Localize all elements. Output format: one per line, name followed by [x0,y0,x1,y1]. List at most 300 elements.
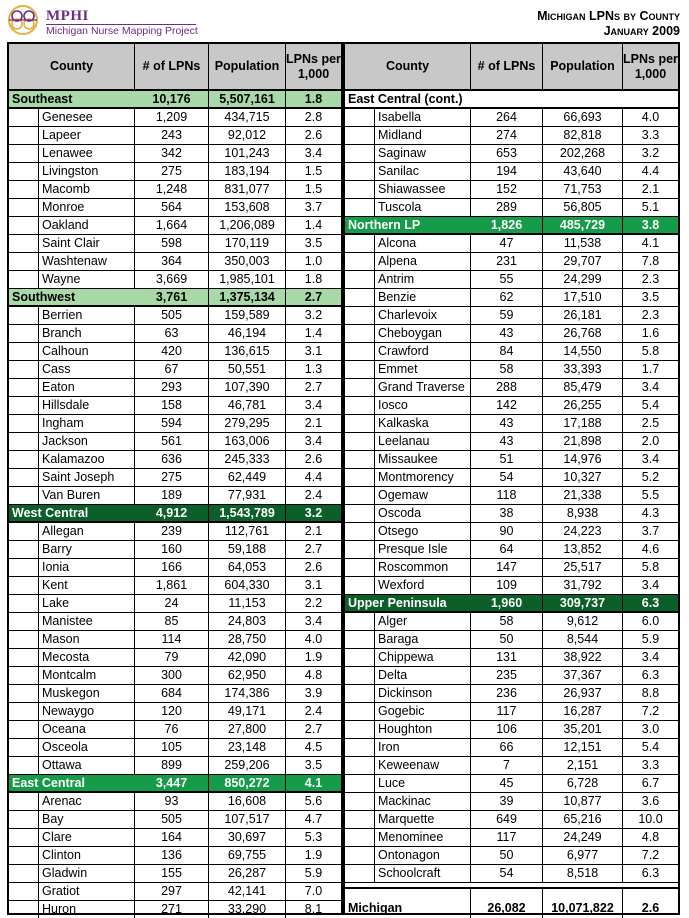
indent-spacer [345,235,375,252]
region-name: West Central [12,506,89,520]
indent-spacer [9,721,39,738]
county-row [9,901,341,918]
county-row [9,433,341,451]
population-value: 112,761 [209,523,286,540]
population-value: 62,449 [209,469,286,486]
lpn-count: 66 [471,739,543,756]
population-value: 26,181 [543,307,623,324]
population-value: 42,090 [209,649,286,666]
lpns-per-1000: 3.3 [641,758,660,772]
county-name: Montmorency [375,469,471,486]
table-header-row [9,44,341,91]
indent-spacer [345,469,375,486]
lpn-count: 3,669 [135,271,209,288]
county-row [345,235,678,253]
population-value: 23,148 [209,739,286,756]
indent-spacer [9,595,39,612]
indent-spacer [9,235,39,252]
population-value: 85,479 [543,379,623,396]
lpn-count: 118 [471,487,543,504]
county-row [345,379,678,397]
county-name: Ingham [39,415,135,432]
indent-spacer [345,289,375,306]
lpns-per-1000: 2.7 [304,380,323,394]
lpns-per-1000: 2.5 [641,416,660,430]
population-value: 259,206 [209,757,286,774]
lpn-count: 274 [471,127,543,144]
indent-spacer [9,217,39,234]
lpn-count: 160 [135,541,209,558]
lpn-count: 117 [471,829,543,846]
lpns-per-1000: 1.7 [641,362,660,376]
county-name: Genesee [39,109,135,126]
indent-spacer [9,883,39,900]
lpns-per-1000: 1.4 [304,326,323,340]
population-value: 24,249 [543,829,623,846]
county-row [9,307,341,325]
indent-spacer [345,145,375,162]
population-value: 25,517 [543,559,623,576]
county-row [345,307,678,325]
population-value: 12,151 [543,739,623,756]
indent-spacer [345,253,375,270]
population-value: 50,551 [209,361,286,378]
county-name: Alpena [375,253,471,270]
lpns-per-1000: 2.2 [304,596,323,610]
lpn-count: 147 [471,559,543,576]
lpn-count: 275 [135,163,209,180]
lpns-per-1000: 4.6 [641,542,660,556]
region-row [9,775,341,793]
county-name: Mason [39,631,135,648]
county-row [9,685,341,703]
county-row [9,109,341,127]
county-name: Monroe [39,199,135,216]
county-row [9,199,341,217]
region-row [9,505,341,523]
county-row [345,199,678,217]
county-name: Washtenaw [39,253,135,270]
lpn-count: 297 [135,883,209,900]
county-row [345,775,678,793]
county-name: Kent [39,577,135,594]
region-row [345,91,678,109]
population-value: 604,330 [209,577,286,594]
county-row [345,667,678,685]
lpns-per-1000: 6.3 [641,866,660,880]
county-name: Alcona [375,235,471,252]
population-value: 35,201 [543,721,623,738]
population-value: 21,338 [543,487,623,504]
lpns-per-1000: 3.1 [304,578,323,592]
indent-spacer [345,793,375,810]
lpn-count: 58 [471,361,543,378]
lpn-count: 43 [471,325,543,342]
county-row [9,721,341,739]
population-value: 10,877 [543,793,623,810]
lpns-per-1000: 5.4 [641,740,660,754]
indent-spacer [345,703,375,720]
population-value: 11,153 [209,595,286,612]
county-name: Huron [39,901,135,918]
lpns-per-1000: 3.4 [641,578,660,592]
lpns-per-1000: 2.1 [304,416,323,430]
county-name: Ionia [39,559,135,576]
county-name: Manistee [39,613,135,630]
county-row [9,469,341,487]
lpn-count: 131 [471,649,543,666]
lpn-count: 166 [135,559,209,576]
county-name: Lenawee [39,145,135,162]
lpns-per-1000: 3.4 [304,146,323,160]
population-value: 77,931 [209,487,286,504]
indent-spacer [345,415,375,432]
population-value: 24,299 [543,271,623,288]
lpns-per-1000: 10.0 [638,812,663,826]
lpns-per-1000: 6.3 [641,668,660,682]
population-value: 17,188 [543,415,623,432]
state-name: Michigan [345,889,471,918]
indent-spacer [345,487,375,504]
indent-spacer [345,865,375,882]
county-row [9,235,341,253]
population-value: 9,612 [543,613,623,630]
county-row [345,109,678,127]
indent-spacer [9,613,39,630]
lpn-count: 79 [135,649,209,666]
county-row [345,343,678,361]
indent-spacer [9,433,39,450]
indent-spacer [345,127,375,144]
lpns-per-1000: 5.9 [641,632,660,646]
county-row [9,793,341,811]
county-name: Midland [375,127,471,144]
lpn-count: 899 [135,757,209,774]
lpns-per-1000: 3.2 [641,146,660,160]
population-value: 24,803 [209,613,286,630]
lpns-per-1000: 5.6 [304,794,323,808]
population-value: 26,287 [209,865,286,882]
county-row [9,181,341,199]
state-lpn-count: 26,082 [471,889,543,918]
county-name: Iron [375,739,471,756]
lpn-count: 4,912 [135,505,209,522]
lpns-per-1000: 2.7 [304,722,323,736]
population-value: 183,194 [209,163,286,180]
county-name: Allegan [39,523,135,540]
county-name: Kalamazoo [39,451,135,468]
population-value: 16,608 [209,793,286,810]
population-value: 13,852 [543,541,623,558]
county-name: Arenac [39,793,135,810]
lpns-per-1000: 5.8 [641,344,660,358]
county-name: Alger [375,613,471,630]
lpns-per-1000: 5.9 [304,866,323,880]
indent-spacer [345,397,375,414]
county-name: Saginaw [375,145,471,162]
lpns-per-1000: 1.8 [304,272,323,286]
region-row [345,217,678,235]
lpn-count: 152 [471,181,543,198]
county-name: Antrim [375,271,471,288]
lpn-count: 1,861 [135,577,209,594]
county-row [345,415,678,433]
lpn-count: 420 [135,343,209,360]
population-value: 5,507,161 [209,91,286,108]
table-header-row [345,44,678,91]
region-name: Southeast [12,92,73,106]
lpns-per-1000: 6.0 [641,614,660,628]
county-name: Delta [375,667,471,684]
lpn-count: 505 [135,811,209,828]
indent-spacer [345,685,375,702]
county-name: Benzie [375,289,471,306]
lpns-per-1000: 4.0 [304,632,323,646]
population-value: 1,985,101 [209,271,286,288]
lpn-count: 54 [471,469,543,486]
indent-spacer [345,613,375,630]
county-row [345,325,678,343]
county-row [345,397,678,415]
indent-spacer [345,505,375,522]
lpn-count: 84 [471,343,543,360]
county-row [9,397,341,415]
lpn-count: 164 [135,829,209,846]
indent-spacer [9,757,39,774]
county-row [9,667,341,685]
lpns-per-1000: 5.1 [641,200,660,214]
county-name: Mackinac [375,793,471,810]
lpns-per-1000: 3.7 [641,524,660,538]
county-name: Cheboygan [375,325,471,342]
population-value: 65,216 [543,811,623,828]
population-value: 350,003 [209,253,286,270]
indent-spacer [345,559,375,576]
population-value: 46,781 [209,397,286,414]
lpns-per-1000: 3.1 [304,344,323,358]
lpn-count: 109 [471,577,543,594]
county-row [9,739,341,757]
population-value: 8,518 [543,865,623,882]
lpns-per-1000: 1.3 [304,362,323,376]
lpn-count: 3,447 [135,775,209,792]
county-name: Branch [39,325,135,342]
lpns-per-1000: 3.5 [304,236,323,250]
population-value: 42,141 [209,883,286,900]
county-name: Eaton [39,379,135,396]
county-name: Schoolcraft [375,865,471,882]
county-row [345,721,678,739]
county-row [345,253,678,271]
lpn-count: 67 [135,361,209,378]
county-row [9,271,341,289]
county-row [345,649,678,667]
population-value: 309,737 [543,595,623,612]
county-name: Luce [375,775,471,792]
lpns-per-1000: 2.6 [304,452,323,466]
population-value: 136,615 [209,343,286,360]
lpn-count: 106 [471,721,543,738]
lpns-per-1000: 1.5 [304,182,323,196]
indent-spacer [9,487,39,504]
indent-spacer [345,721,375,738]
county-name: Menominee [375,829,471,846]
county-name: Oceana [39,721,135,738]
lpn-count: 271 [135,901,209,918]
county-name: Clinton [39,847,135,864]
lpn-count: 239 [135,523,209,540]
indent-spacer [9,397,39,414]
population-column-header: Population [543,44,623,89]
population-value: 245,333 [209,451,286,468]
county-row [9,325,341,343]
indent-spacer [9,631,39,648]
lpn-count: 288 [471,379,543,396]
indent-spacer [345,577,375,594]
population-value: 107,517 [209,811,286,828]
indent-spacer [9,703,39,720]
county-row [9,829,341,847]
county-row [9,379,341,397]
county-row [345,469,678,487]
population-value: 1,375,134 [209,289,286,306]
indent-spacer [9,145,39,162]
county-name: Wayne [39,271,135,288]
lpns-per-1000: 7.2 [641,704,660,718]
county-name: Grand Traverse [375,379,471,396]
county-row [345,757,678,775]
county-row [9,613,341,631]
lpn-count: 10,176 [135,91,209,108]
lpns-per-1000: 8.1 [304,902,323,916]
county-name: Newaygo [39,703,135,720]
lpn-count: 653 [471,145,543,162]
lpns-per-1000: 2.6 [304,128,323,142]
population-value: 29,707 [543,253,623,270]
indent-spacer [9,415,39,432]
lpn-count: 43 [471,415,543,432]
lpn-count: 105 [135,739,209,756]
lpns-per-1000: 2.1 [641,182,660,196]
lpn-count: 76 [135,721,209,738]
region-name: East Central [12,776,85,790]
lpn-count: 155 [135,865,209,882]
county-row [345,271,678,289]
county-name: Lake [39,595,135,612]
population-value: 153,608 [209,199,286,216]
region-row [345,595,678,613]
lpns-per-1000: 7.2 [641,848,660,862]
population-value: 33,393 [543,361,623,378]
lpns-per-1000: 4.4 [304,470,323,484]
lpn-count: 1,960 [471,595,543,612]
population-value: 14,550 [543,343,623,360]
indent-spacer [9,307,39,324]
lpns-per-1000: 2.3 [641,308,660,322]
lpn-count: 114 [135,631,209,648]
indent-spacer [345,433,375,450]
lpns-per-1000: 5.4 [641,398,660,412]
lpn-count: 54 [471,865,543,882]
population-value: 831,077 [209,181,286,198]
lpns-per-1000: 1.8 [304,92,323,106]
population-value: 37,367 [543,667,623,684]
county-name: Calhoun [39,343,135,360]
lpn-count: 189 [135,487,209,504]
lpn-count: 235 [471,667,543,684]
county-name: Sanilac [375,163,471,180]
population-value: 279,295 [209,415,286,432]
population-column-header: Population [209,44,286,89]
lpn-count: 136 [135,847,209,864]
lpn-count: 649 [471,811,543,828]
county-row [345,451,678,469]
county-row [9,577,341,595]
lpns-per-1000: 2.6 [304,560,323,574]
county-name: Barry [39,541,135,558]
lpns-per-1000: 3.5 [304,758,323,772]
lpns-per-1000: 3.4 [304,398,323,412]
lpns-per-1000: 7.8 [641,254,660,268]
county-row [345,289,678,307]
population-value: 101,243 [209,145,286,162]
county-row [345,865,678,883]
county-row [9,415,341,433]
population-value: 38,922 [543,649,623,666]
lpn-count: 636 [135,451,209,468]
indent-spacer [9,901,39,918]
population-value: 850,272 [209,775,286,792]
county-row [9,541,341,559]
county-name: Oscoda [375,505,471,522]
indent-spacer [9,325,39,342]
indent-spacer [345,739,375,756]
lpns-per-1000: 3.2 [304,308,323,322]
county-row [345,739,678,757]
document-title [537,9,680,39]
lpns-per-1000: 2.4 [304,704,323,718]
indent-spacer [345,829,375,846]
county-name: Wexford [375,577,471,594]
per1000-column-header: LPNs per 1,000 [623,51,678,81]
county-row [9,883,341,901]
lpns-per-1000: 2.7 [304,290,323,304]
county-row [9,811,341,829]
population-value: 31,792 [543,577,623,594]
county-name: Presque Isle [375,541,471,558]
county-name: Van Buren [39,487,135,504]
county-column-header: County [345,44,471,89]
county-row [9,127,341,145]
lpn-count: 505 [135,307,209,324]
county-name: Leelanau [375,433,471,450]
population-value: 163,006 [209,433,286,450]
lpn-count: 1,209 [135,109,209,126]
lpn-count: 342 [135,145,209,162]
county-name: Gladwin [39,865,135,882]
indent-spacer [345,379,375,396]
indent-spacer [345,757,375,774]
indent-spacer [345,811,375,828]
lpn-count: 564 [135,199,209,216]
county-row [9,343,341,361]
document-title-line2: January 2009 [603,24,680,38]
lpn-count: 93 [135,793,209,810]
population-value: 170,119 [209,235,286,252]
county-name: Bay [39,811,135,828]
per1000-column-header: LPNs per 1,000 [286,51,341,81]
county-row [9,757,341,775]
